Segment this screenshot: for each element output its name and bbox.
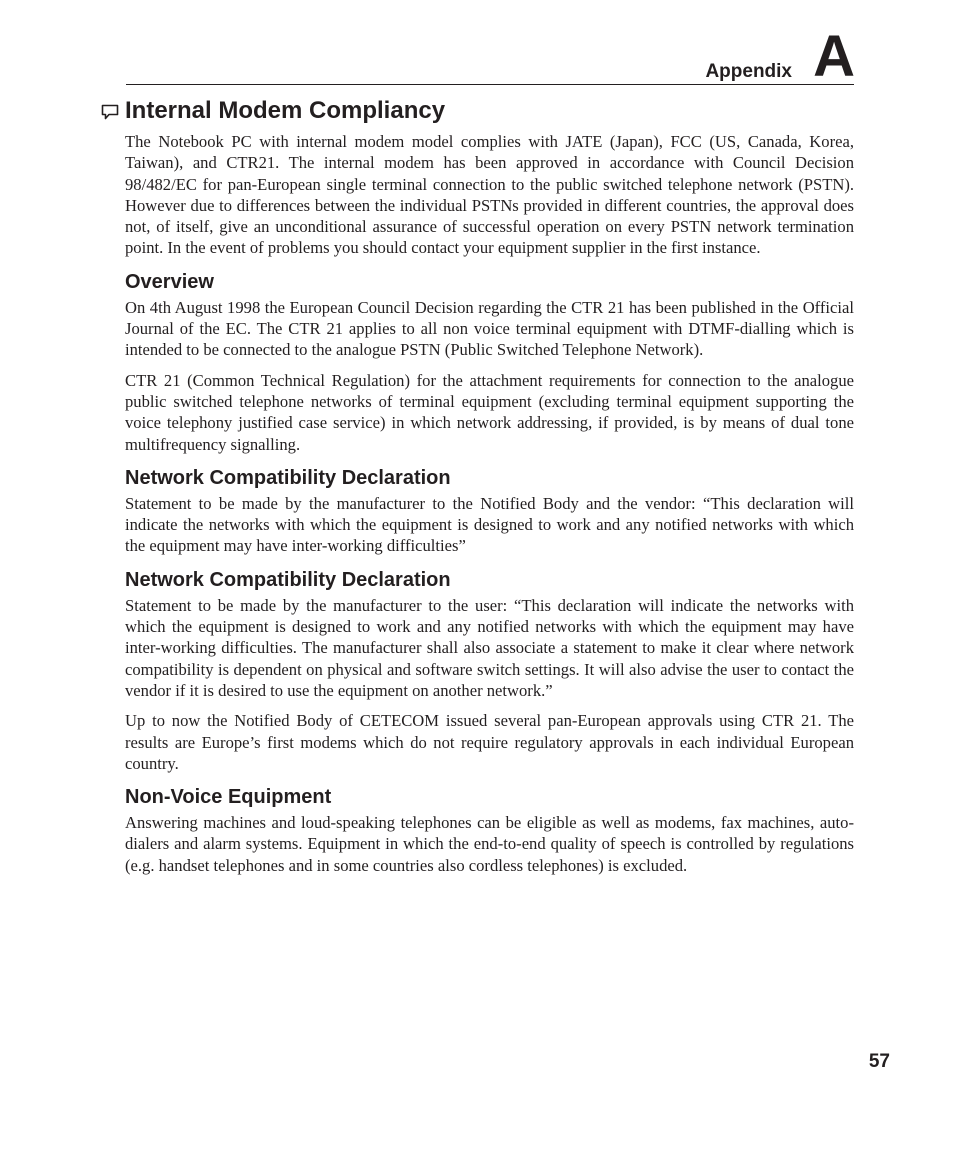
page-header — [126, 24, 855, 89]
intro-paragraph: The Notebook PC with internal modem model complies with JATE (Japan), FCC (US, Canada, Korea, Taiwan), and CTR21. The internal modem has been approved in accordance with Council Decision 98/482/EC for pan-European single terminal connection to the public switched telephone network (PSTN). However due to differences between the individual PSTNs provided in different countries, the approval does not, of itself, give an unconditional assurance of successful operation on every PSTN network termination point. In the event of problems you should contact your equipment supplier in the first instance. — [125, 132, 854, 258]
page-number: 57 — [868, 1051, 890, 1072]
speech-bubble-icon — [101, 104, 119, 120]
network-compat-user-paragraph-1: Statement to be made by the manufacturer to the user: “This declaration will indicate the networks with which the equipment is designed to work and any notified networks with which the equipment may have inter-working difficulties. The manufacturer shall also associate a statement to make it clear where network compatibility is dependent on physical and software switch settings. It will also advise the user to contact the vendor if it is desired to use the equipment on another network.” — [125, 595, 854, 700]
section-heading-network-compat-user: Network Compatibility Declaration — [125, 568, 451, 591]
section-heading-non-voice: Non-Voice Equipment — [125, 786, 332, 809]
network-compat-user-paragraph-2: Up to now the Notified Body of CETECOM issued several pan-European approvals using CTR 21. The results are Europe’s first modems which do not require regulatory approvals in each individual European country. — [125, 711, 854, 773]
overview-paragraph-1: On 4th August 1998 the European Council Decision regarding the CTR 21 has been published in the Official Journal of the EC. The CTR 21 applies to all non voice terminal equipment with DTMF-dialling which is intended to be connected to the analogue PSTN (Public Switched Telephone Network). — [125, 297, 854, 360]
non-voice-paragraph: Answering machines and loud-speaking telephones can be eligible as well as modems, fax machines, auto-dialers and alarm systems. Equipment in which the end-to-end quality of speech is controlled by regulations (e.g. handset telephones and in some countries also cordless telephones) is excluded. — [125, 813, 854, 875]
network-compat-vendor-paragraph: Statement to be made by the manufacturer to the Notified Body and the vendor: “This declaration will indicate the networks with which the equipment is designed to work and any notified networks with which the equipment may have inter-working difficulties” — [125, 493, 854, 556]
appendix-letter: A — [813, 24, 855, 89]
page-title-block — [125, 96, 854, 126]
page-title: Internal Modem Compliancy — [125, 97, 446, 124]
page-content — [125, 96, 854, 885]
section-heading-overview: Overview — [125, 270, 214, 293]
overview-paragraph-2: CTR 21 (Common Technical Regulation) for the attachment requirements for connection to the analogue public switched telephone networks of terminal equipment (excluding terminal equipment supporting the voice telephony justified case service) in which network addressing, if provided, is by means of dual tone multifrequency signalling. — [125, 370, 854, 454]
section-heading-network-compat-vendor: Network Compatibility Declaration — [125, 466, 451, 489]
appendix-label: Appendix — [705, 61, 792, 82]
